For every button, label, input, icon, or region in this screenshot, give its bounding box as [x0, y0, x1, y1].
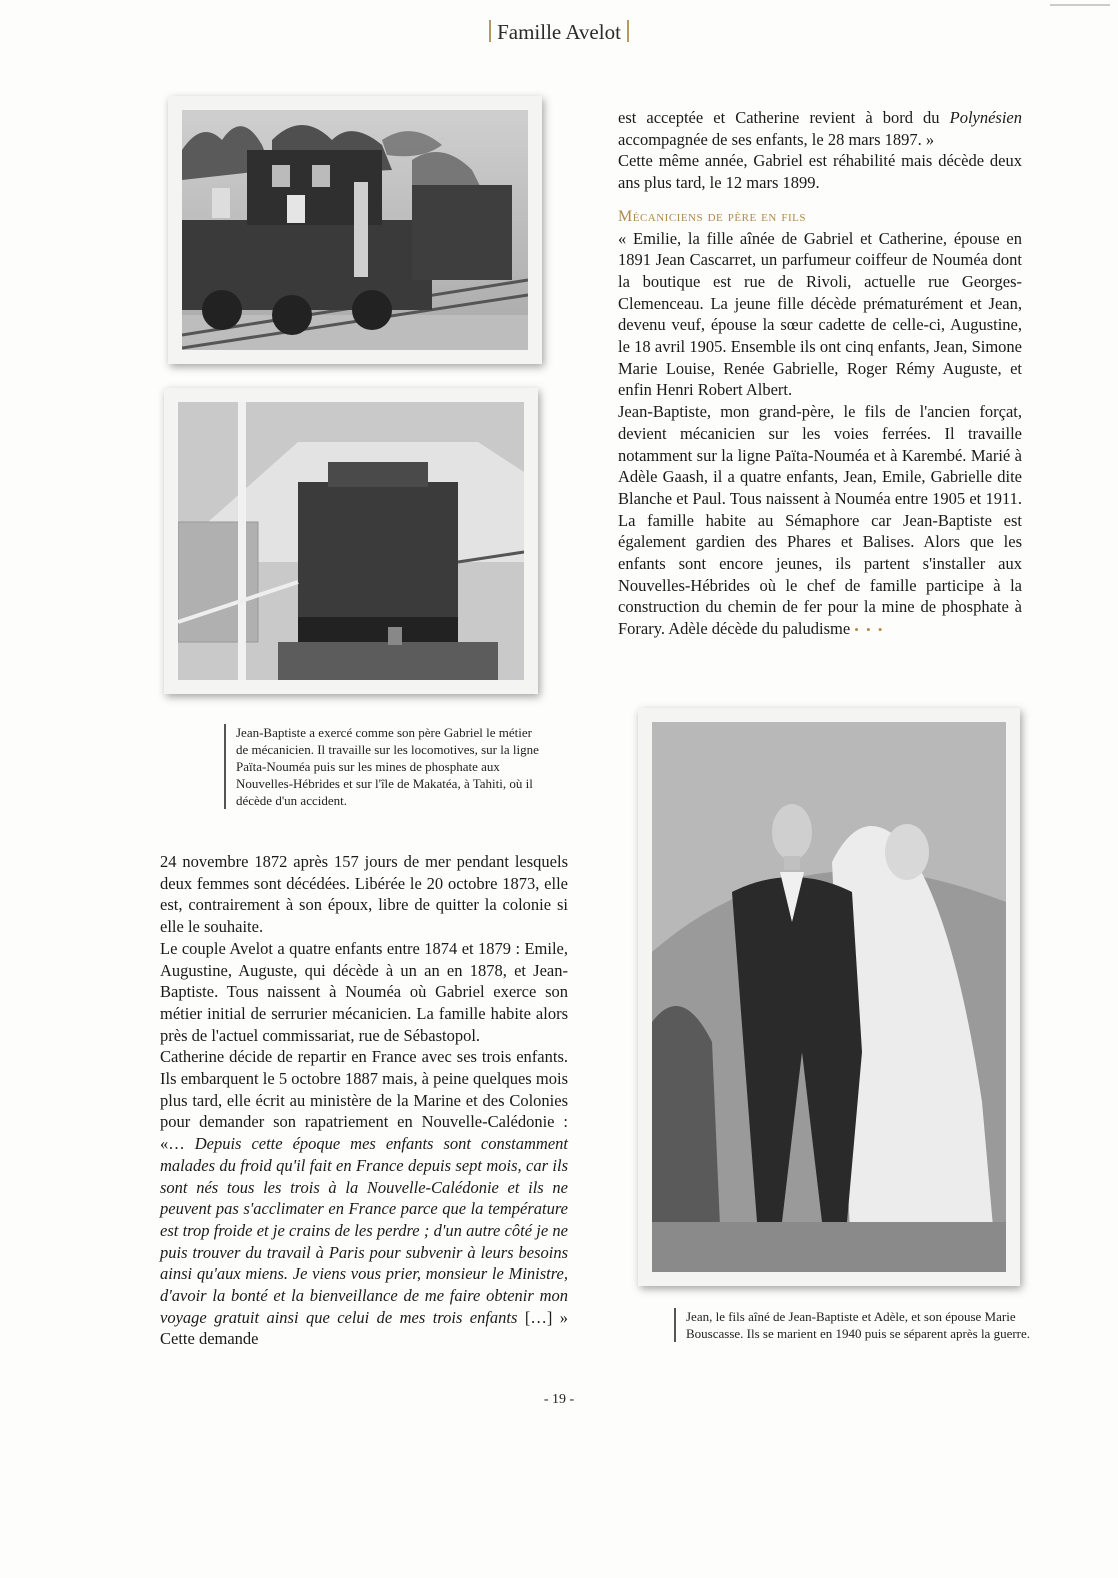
page-number: - 19 -	[543, 1392, 575, 1407]
text-run: Catherine décide de repartir en France avec ses trois enfants. Ils embarquent le 5 octobre 1887 mais, à peine quelques mois plus tard, elle écrit au ministère de la Marine et des Colonies pour demander son rapatriement en Nouvelle-Calédonie : «…	[160, 1047, 568, 1154]
paragraph-catherine-letter	[160, 1046, 568, 1350]
header-rule-right	[627, 20, 629, 42]
paragraph-continuation	[618, 107, 1022, 150]
header-title: Famille Avelot	[497, 20, 621, 44]
paragraph-jean-baptiste	[618, 401, 1022, 641]
text-run: Jean-Baptiste, mon grand-père, le fils de l'ancien forçat, devient mécanicien sur les voies ferrées. Il travaille notamment sur la ligne Païta-Nouméa et à Karembé. Marié à Adèle Gaash, il a quatre enfants, Jean, Emile, Gabrielle dite Blanche et Paul. Tous naissent à Nouméa entre 1905 et 1911. La famille habite au Sémaphore car Jean-Baptiste est également gardien des Phares et Balises. Alors que les enfants sont encore jeunes, ils partent s'installer aux Nouvelles-Hébrides où le chef de famille participe à la construction du chemin de fer pour la mine de phosphate à Forary. Adèle décède du paludisme	[618, 402, 1022, 639]
text-run: accompagnée de ses enfants, le 28 mars 1897. »	[618, 129, 935, 149]
photo-tender	[164, 388, 538, 694]
scan-edge-mark	[1050, 4, 1110, 6]
locomotives-image	[182, 110, 528, 350]
paragraph-emilie: « Emilie, la fille aînée de Gabriel et Catherine, épouse en 1891 Jean Cascarret, un parfumeur coiffeur de Nouméa dont la boutique est rue de Rivoli, actuelle rue Georges-Clemenceau. La jeune fille décède prématurément et Jean, devenu veuf, épouse la sœur cadette de celle-ci, Augustine, le 18 avril 1905. Ensemble ils ont cinq enfants, Jean, Simone Marie Louise, Renée Gabrielle, Roger Rémy Auguste, et enfin Henri Robert Albert.	[618, 228, 1022, 400]
ship-name: Polynésien	[949, 108, 1022, 127]
caption-wedding: Jean, le fils aîné de Jean-Baptiste et Adèle, et son épouse Marie Bouscasse. Ils se marient en 1940 puis se séparent après la guerre.	[674, 1308, 1036, 1342]
caption-jean-baptiste: Jean-Baptiste a exercé comme son père Gabriel le métier de mécanicien. Il travaille sur les locomotives, sur la ligne Païta-Nouméa puis sur les mines de phosphate aux Nouvelles-Hébrides et sur l'île de Makatéa, à Tahiti, où il décède d'un accident.	[224, 724, 544, 809]
article-column-bottom	[160, 851, 568, 1350]
article-column-top	[618, 107, 1022, 641]
section-title: Mécaniciens de père en fils	[618, 207, 806, 225]
text-run: est acceptée et Catherine revient à bord du	[618, 108, 950, 127]
header-rule-left	[489, 20, 491, 42]
paragraph-liberation: 24 novembre 1872 après 157 jours de mer pendant lesquels deux femmes sont décédées. Libérée le 20 octobre 1873, elle est, contrairement à son époux, libre de quitter la colonie si elle le souhaite.	[160, 852, 568, 937]
tender-image	[178, 402, 524, 680]
photo-wedding	[638, 708, 1020, 1286]
wedding-image	[652, 722, 1006, 1272]
running-header	[0, 20, 1118, 45]
paragraph-rehabilitation: Cette même année, Gabriel est réhabilité mais décède deux ans plus tard, le 12 mars 1899.	[618, 151, 1022, 193]
paragraph-children: Le couple Avelot a quatre enfants entre 1874 et 1879 : Emile, Augustine, Auguste, qui décède à un an en 1878, et Jean-Baptiste. Tous naissent à Nouméa où Gabriel exerce son métier initial de serrurier mécanicien. La famille habite alors près de l'actuel commissariat, rue de Sébastopol.	[160, 938, 568, 1045]
continue-marker: • • •	[854, 622, 885, 638]
letter-quote: Depuis cette époque mes enfants sont constamment malades du froid qu'il fait en France depuis sept mois, car ils sont nés tous les trois à la Nouvelle-Calédonie et ils ne peuvent pas s'acclimater en France parce que la température est trop froide et je crains de les perdre ; d'un autre côté je ne puis trouver du travail à Paris pour subvenir à leurs besoins ainsi qu'aux miens. Je viens vous prier, monsieur le Ministre, d'avoir la bonté et la bienveillance de me faire obtenir mon voyage gratuit ainsi que celui de mes trois enfants	[160, 1134, 569, 1327]
photo-locomotives	[168, 96, 542, 364]
text-run: […] » Cette demande	[160, 1307, 568, 1349]
